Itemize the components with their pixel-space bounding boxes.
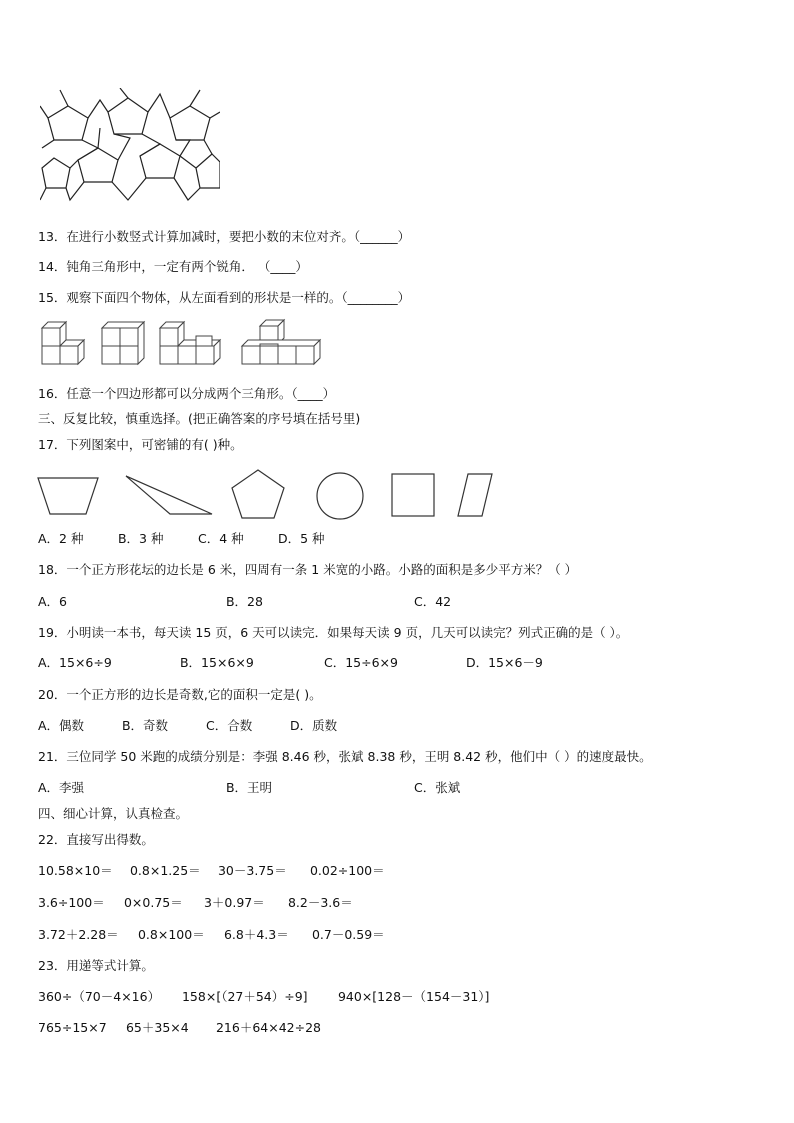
calc-item: 0.8×1.25＝ bbox=[129, 863, 201, 878]
option-a[interactable]: A．偶数 bbox=[38, 718, 85, 733]
question-15: 15．观察下面四个物体，从左面看到的形状是一样的。（________） bbox=[38, 290, 411, 305]
question-16: 16．任意一个四边形都可以分成两个三角形。（____） bbox=[38, 386, 336, 401]
calc-item: 3.6÷100＝ bbox=[38, 895, 105, 910]
option-b[interactable]: B．28 bbox=[225, 594, 263, 609]
question-17-stem: 17．下列图案中，可密铺的有( )种。 bbox=[38, 437, 243, 452]
option-b[interactable]: B．奇数 bbox=[121, 718, 169, 733]
question-19-options bbox=[38, 655, 543, 671]
option-d[interactable]: D．5 种 bbox=[277, 531, 325, 546]
question-14: 14．钝角三角形中，一定有两个锐角． （____） bbox=[38, 259, 308, 274]
question-22-row-3 bbox=[38, 927, 385, 943]
option-a[interactable]: A．6 bbox=[38, 594, 68, 609]
calc-item: 216＋64×42÷28 bbox=[215, 1020, 321, 1035]
calc-item: 65＋35×4 bbox=[125, 1020, 189, 1035]
section-4-heading: 四、细心计算，认真检查。 bbox=[38, 806, 189, 821]
question-23-stem: 23．用递等式计算。 bbox=[38, 958, 154, 973]
calc-item: 0×0.75＝ bbox=[123, 895, 183, 910]
option-b[interactable]: B．王明 bbox=[225, 780, 273, 795]
calc-item: 6.8＋4.3＝ bbox=[223, 927, 289, 942]
tessellation-pattern-figure bbox=[40, 88, 220, 208]
calc-item: 30－3.75＝ bbox=[217, 863, 287, 878]
question-22-stem: 22．直接写出得数。 bbox=[38, 832, 154, 847]
question-20-options bbox=[38, 718, 337, 734]
option-d[interactable]: D．15×6－9 bbox=[465, 655, 543, 670]
option-b[interactable]: B．15×6×9 bbox=[179, 655, 254, 670]
section-3-heading: 三、反复比较，慎重选择。(把正确答案的序号填在括号里) bbox=[38, 411, 361, 426]
calc-item: 940×[128－（154－31）] bbox=[337, 989, 490, 1004]
question-19-stem: 19．小明读一本书，每天读 15 页，6 天可以读完．如果每天读 9 页，几天可以读完？列式正确的是（ ）。 bbox=[38, 625, 629, 640]
calc-item: 3.72＋2.28＝ bbox=[38, 927, 119, 942]
calc-item: 765÷15×7 bbox=[38, 1020, 107, 1035]
option-d[interactable]: D．质数 bbox=[289, 718, 338, 733]
calc-item: 0.02÷100＝ bbox=[309, 863, 385, 878]
cube-objects-figure bbox=[36, 316, 326, 376]
question-20-stem: 20．一个正方形的边长是奇数,它的面积一定是( )。 bbox=[38, 687, 322, 702]
question-18-options bbox=[38, 594, 451, 610]
trapezoid-shape bbox=[38, 478, 98, 514]
obtuse-triangle-shape bbox=[126, 476, 212, 514]
question-17-options bbox=[38, 531, 325, 547]
option-a[interactable]: A．15×6÷9 bbox=[38, 655, 112, 670]
calc-item: 0.8×100＝ bbox=[137, 927, 205, 942]
option-c[interactable]: C．4 种 bbox=[197, 531, 244, 546]
question-23-row-2 bbox=[38, 1020, 321, 1036]
option-c[interactable]: C．42 bbox=[413, 594, 452, 609]
option-a[interactable]: A．2 种 bbox=[38, 531, 84, 546]
circle-shape bbox=[317, 473, 363, 519]
option-c[interactable]: C．合数 bbox=[205, 718, 253, 733]
question-22-row-2 bbox=[38, 895, 353, 911]
tiling-shapes-figure bbox=[36, 468, 506, 524]
square-shape bbox=[392, 474, 434, 516]
question-18-stem: 18．一个正方形花坛的边长是 6 米，四周有一条 1 米宽的小路。小路的面积是多少平方米？（ ） bbox=[38, 562, 578, 577]
question-21-options bbox=[38, 780, 460, 796]
question-21-stem: 21．三位同学 50 米跑的成绩分别是：李强 8.46 秒，张斌 8.38 秒，王明 8.42 秒，他们中（ ）的速度最快。 bbox=[38, 749, 652, 764]
calc-item: 8.2－3.6＝ bbox=[287, 895, 353, 910]
calc-item: 0.7－0.59＝ bbox=[311, 927, 385, 942]
option-a[interactable]: A．李强 bbox=[38, 780, 85, 795]
calc-item: 360÷（70－4×16） bbox=[38, 989, 161, 1004]
option-c[interactable]: C．张斌 bbox=[413, 780, 461, 795]
calc-item: 158×[（27＋54）÷9] bbox=[181, 989, 308, 1004]
pentagon-shape bbox=[232, 470, 284, 518]
calc-item: 3＋0.97＝ bbox=[203, 895, 265, 910]
option-c[interactable]: C．15÷6×9 bbox=[323, 655, 398, 670]
question-23-row-1 bbox=[38, 989, 489, 1005]
question-13: 13．在进行小数竖式计算加减时，要把小数的末位对齐。（______） bbox=[38, 229, 411, 244]
question-22-row-1 bbox=[38, 863, 385, 879]
option-b[interactable]: B．3 种 bbox=[117, 531, 164, 546]
calc-item: 10.58×10＝ bbox=[38, 863, 113, 878]
parallelogram-shape bbox=[458, 474, 492, 516]
